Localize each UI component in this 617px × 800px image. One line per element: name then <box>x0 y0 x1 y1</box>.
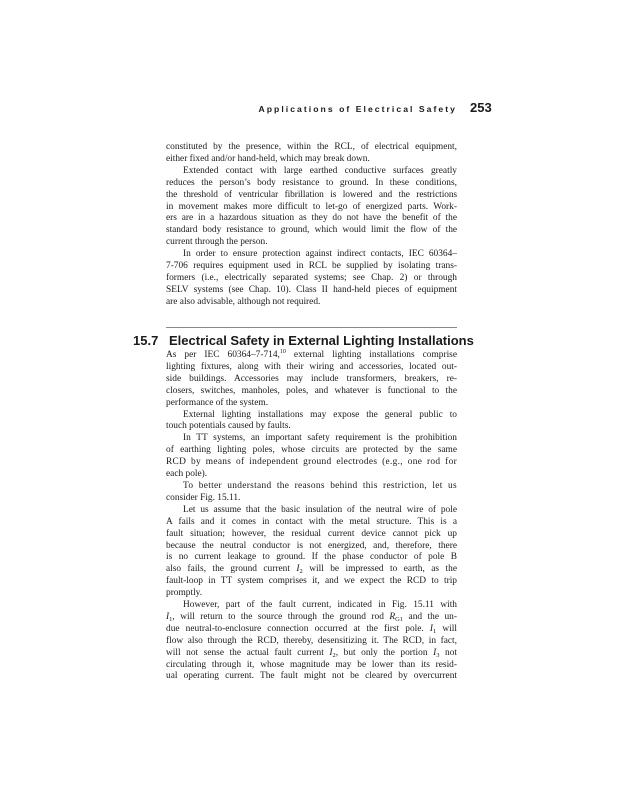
text-line: RCD by means of independent ground electrodes (e.g., one rod for <box>166 457 457 468</box>
section-divider <box>166 327 457 328</box>
running-title: Applications of Electrical Safety <box>258 104 457 114</box>
current-symbol: I <box>429 623 434 634</box>
text-line: side buildings. Accessories may include transformers, breakers, re- <box>166 373 457 384</box>
text-line: because the neutral conductor is not energized, and, therefore, there <box>166 540 457 551</box>
text-line: ers are in a hazardous situation as they do not have the benefit of the <box>166 213 457 224</box>
paragraph-tt-systems <box>166 433 457 481</box>
running-head <box>150 104 457 120</box>
text-line <box>166 624 457 636</box>
current-subscript: 3 <box>436 651 440 659</box>
text-line: In TT systems, an important safety requirement is the prohibition <box>183 433 457 444</box>
paragraph-desensitizing <box>166 600 457 683</box>
text-line: promptly. <box>166 588 203 599</box>
text-line: each pole). <box>166 469 208 480</box>
current-symbol: I <box>296 564 300 575</box>
text-line: circulating through it, whose magnitude may be lower than its resid- <box>166 659 457 670</box>
text-line: current through the person. <box>166 237 268 248</box>
text-line <box>166 612 457 624</box>
text-line: A fails and it comes in contact with the metal structure. This is a <box>166 516 457 527</box>
text-line: flow also through the RCD, thereby, desensitizing it. The RCD, in fact, <box>166 635 457 646</box>
text-fragment: external lighting installations comprise <box>285 350 457 360</box>
text-line: either fixed and/or hand-held, which may break down. <box>166 153 370 164</box>
current-subscript: 1 <box>433 627 437 635</box>
text-fragment: will <box>436 623 457 634</box>
text-line: Let us assume that the basic insulation of the neutral wire of pole <box>183 504 457 515</box>
current-symbol: I <box>166 611 170 622</box>
text-line: closers, switches, manholes, poles, and whatever is functional to the <box>166 385 457 396</box>
page-number: 253 <box>470 100 492 115</box>
text-line: lighting fixtures, along with their wiring and accessories, located out- <box>166 361 457 372</box>
current-subscript: 2 <box>299 568 303 576</box>
resistance-subscript: G1 <box>395 615 404 623</box>
text-line: the threshold of ventricular fibrillation is lowered and the restrictions <box>166 189 457 200</box>
text-line <box>166 564 457 576</box>
text-line: are also advisable, although not required. <box>166 296 321 307</box>
text-fragment: , will return to the source through the ground rod <box>172 611 390 622</box>
text-line: performance of the system. <box>166 397 269 408</box>
current-symbol: I <box>433 647 437 658</box>
section-number: 15.7 <box>133 333 159 348</box>
text-line: is no current leakage to ground. If the phase conductor of pole B <box>166 552 457 563</box>
paragraph-indirect-contacts <box>166 249 457 309</box>
text-fragment: will not sense the actual fault current <box>166 647 330 658</box>
footnote-ref: 10 <box>279 349 286 355</box>
text-fragment: and the un- <box>403 611 457 622</box>
text-line: fault situation; however, the residual current device cannot pick up <box>166 528 457 539</box>
text-line: standard body resistance to ground, which would limit the flow of the <box>166 225 457 236</box>
text-line: consider Fig. 15.11. <box>166 492 241 503</box>
text-line: constituted by the presence, within the RCL, of electrical equipment, <box>166 142 457 152</box>
text-line <box>166 648 457 660</box>
current-subscript: 1 <box>169 615 173 623</box>
text-line: To better understand the reasons behind this restriction, let us <box>183 480 457 491</box>
paragraph-neutral-fault <box>166 505 457 600</box>
paragraph-body-resistance <box>166 166 457 249</box>
text-line: In order to ensure protection against indirect contacts, IEC 60364– <box>183 249 457 260</box>
section-title: Electrical Safety in External Lighting Installations <box>169 333 474 348</box>
text-line: touch potentials caused by faults. <box>166 421 291 432</box>
text-line: reduces the person’s body resistance to ground. In these conditions, <box>166 177 457 188</box>
text-line: SELV systems (see Chap. 10). Class II hand-held pieces of equipment <box>166 284 457 295</box>
text-line: Extended contact with large earthed conductive surfaces greatly <box>183 165 457 176</box>
paragraph-figure-ref <box>166 481 457 505</box>
text-fragment: As per IEC 60364–7-714, <box>166 350 280 360</box>
text-line: fault-loop in TT system comprises it, and we expect the RCD to trip <box>166 576 457 587</box>
text-fragment: due neutral-to-enclosure connection occurred at the first pole. <box>166 623 430 634</box>
text-line: formers (i.e., electrically separated systems; see Chap. 2) or through <box>166 272 457 283</box>
current-subscript: 2 <box>332 651 336 659</box>
section-text-block <box>166 350 457 683</box>
paragraph-public-exposure <box>166 410 457 434</box>
text-line: However, part of the fault current, indicated in Fig. 15.11 with <box>183 600 457 611</box>
paragraph-continuation <box>166 142 457 166</box>
top-text-block <box>166 142 457 309</box>
text-fragment: also fails, the ground current <box>166 564 297 575</box>
text-line: in movement makes more difficult to let-go of energized parts. Work- <box>166 201 457 212</box>
text-fragment: not <box>439 647 457 658</box>
text-fragment: , but only the portion <box>335 647 434 658</box>
current-symbol: I <box>329 647 333 658</box>
paragraph-definition <box>166 350 457 410</box>
resistance-symbol: R <box>389 611 396 622</box>
text-line: of earthing lighting poles, whose circuits are protected by the same <box>166 445 457 456</box>
text-line <box>166 350 457 362</box>
text-line: 7-706 requires equipment used in RCL be supplied by isolating trans- <box>166 261 457 272</box>
section-heading <box>133 333 474 348</box>
text-line: External lighting installations may expose the general public to <box>183 409 457 420</box>
text-fragment: will be impressed to earth, as the <box>302 564 457 575</box>
text-line: ual operating current. The fault might not be cleared by overcurrent <box>166 671 457 682</box>
